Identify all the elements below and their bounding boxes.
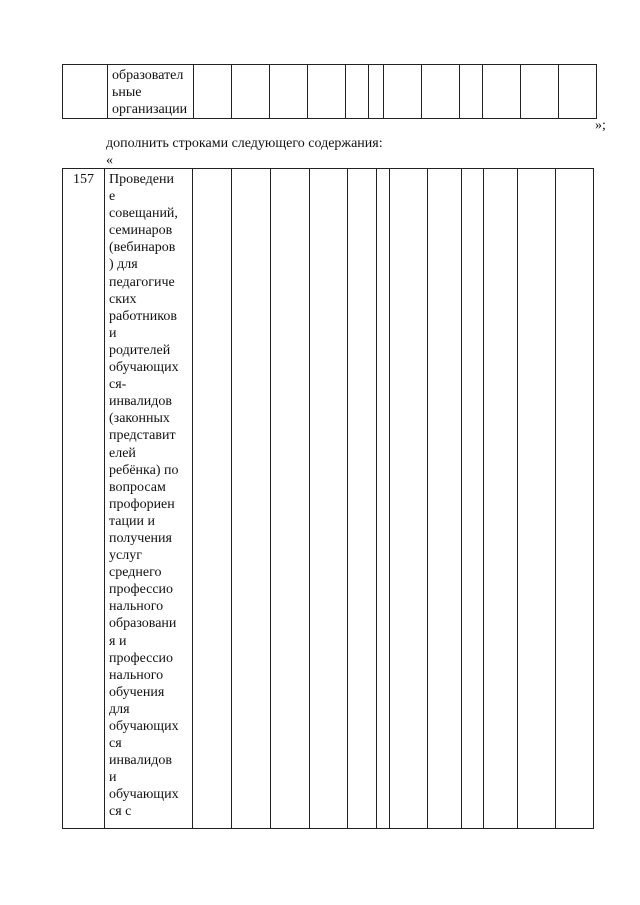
value-cell bbox=[556, 169, 594, 829]
value-cell bbox=[232, 65, 270, 119]
value-cell bbox=[271, 169, 310, 829]
value-cell bbox=[308, 65, 346, 119]
org-label: образовател ьные организации bbox=[112, 68, 188, 118]
value-cell bbox=[518, 169, 556, 829]
table-row bbox=[63, 169, 594, 829]
value-cell bbox=[369, 65, 384, 119]
opening-quote: « bbox=[106, 153, 113, 168]
amendment-intro-text: дополнить строками следующего содержания: bbox=[106, 136, 383, 151]
value-cell bbox=[346, 65, 369, 119]
value-cell bbox=[377, 169, 390, 829]
value-cell bbox=[310, 169, 348, 829]
value-cell bbox=[483, 65, 521, 119]
previous-table-fragment bbox=[62, 64, 597, 119]
value-cell bbox=[422, 65, 460, 119]
value-cell bbox=[232, 169, 271, 829]
value-cell bbox=[270, 65, 308, 119]
value-cell bbox=[390, 169, 428, 829]
closing-quote: »; bbox=[595, 118, 606, 133]
row-number-cell bbox=[63, 65, 108, 119]
value-cell bbox=[384, 65, 422, 119]
table-row bbox=[63, 65, 597, 119]
value-cell bbox=[559, 65, 597, 119]
label-cell bbox=[108, 65, 194, 119]
value-cell bbox=[460, 65, 483, 119]
row-number-cell bbox=[63, 169, 105, 829]
value-cell bbox=[521, 65, 559, 119]
value-cell bbox=[462, 169, 484, 829]
amendment-table bbox=[62, 168, 594, 829]
row-description: Проведени е совещаний, семинаров (вебинаров ) для педагогиче ских работников и родителей обучающих ся- инвалидов (законных представит елей ребёнка) по вопросам профориен тации и получения услуг среднего профессио нального образовани я и профессио нального обучения для обучающих ся инвалидов и обучающих ся с bbox=[109, 172, 179, 820]
value-cell bbox=[484, 169, 518, 829]
description-cell bbox=[105, 169, 193, 829]
row-number: 157 bbox=[73, 172, 94, 187]
value-cell bbox=[348, 169, 377, 829]
value-cell bbox=[193, 169, 232, 829]
value-cell bbox=[428, 169, 462, 829]
value-cell bbox=[194, 65, 232, 119]
